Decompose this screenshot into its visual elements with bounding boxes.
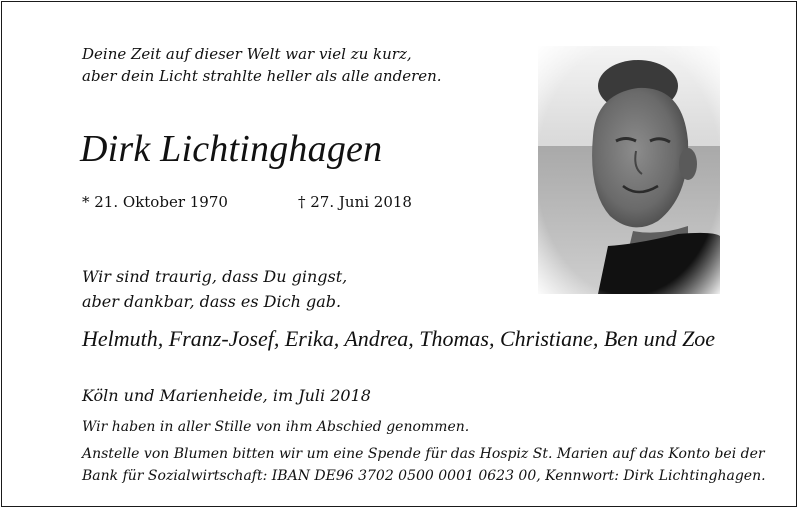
birth-date: * 21. Oktober 1970 — [82, 193, 228, 211]
portrait-photo — [538, 46, 720, 294]
opening-quote-line-2: aber dein Licht strahlte heller als alle anderen. — [82, 67, 442, 85]
opening-quote-line-1: Deine Zeit auf dieser Welt war viel zu kurz, — [82, 45, 412, 63]
closing-quote-line-2: aber dankbar, dass es Dich gab. — [82, 292, 342, 311]
closing-quote — [82, 264, 347, 314]
donation-line-1: Anstelle von Blumen bitten wir um eine Spende für das Hospiz St. Marien auf das Konto bei der — [82, 446, 765, 462]
closing-quote-line-1: Wir sind traurig, dass Du gingst, — [82, 267, 348, 286]
donation-line-2: Bank für Sozialwirtschaft: IBAN DE96 3702 0500 0001 0623 00, Kennwort: Dirk Lichtinghagen. — [82, 468, 766, 484]
place-and-date: Köln und Marienheide, im Juli 2018 — [82, 386, 371, 405]
mourners-names: Helmuth, Franz-Josef, Erika, Andrea, Thomas, Christiane, Ben und Zoe — [82, 326, 716, 351]
farewell-note: Wir haben in aller Stille von ihm Abschied genommen. — [82, 419, 470, 435]
opening-quote — [82, 43, 442, 87]
death-date: † 27. Juni 2018 — [298, 193, 412, 211]
donation-request — [82, 443, 766, 487]
obituary-card — [1, 1, 797, 507]
deceased-name: Dirk Lichtinghagen — [80, 128, 383, 170]
